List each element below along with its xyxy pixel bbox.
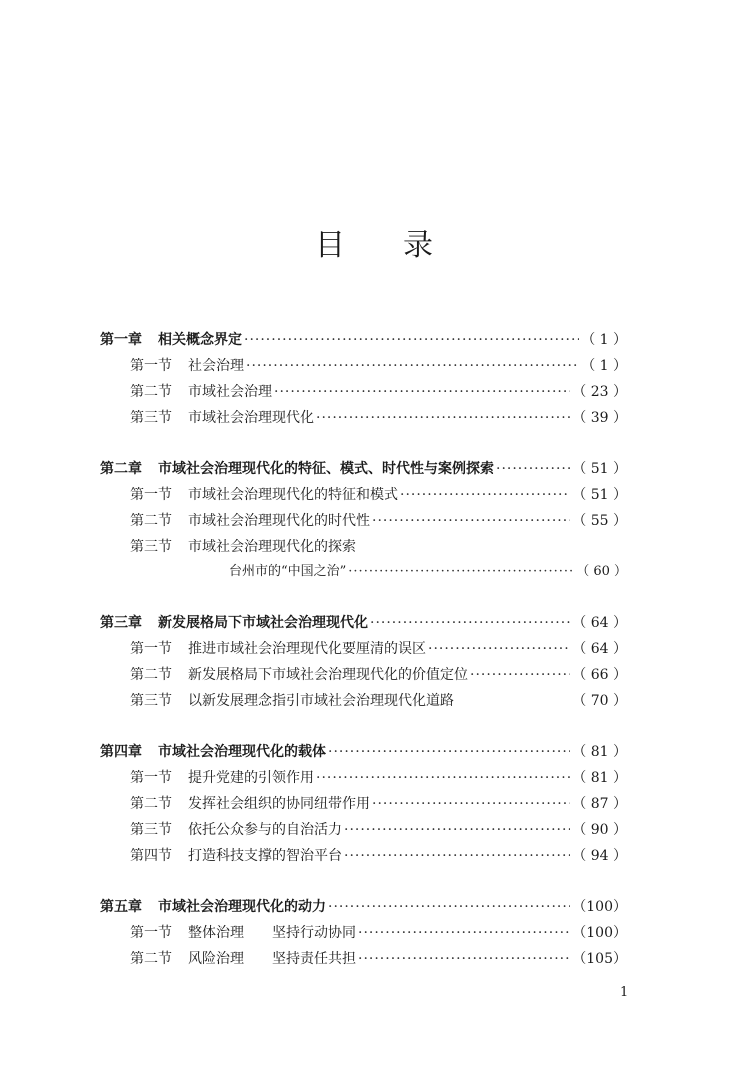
leader-dots: [372, 793, 570, 815]
section-title: 依托公众参与的自治活力: [188, 822, 342, 838]
chapter-label: 第四章: [100, 744, 142, 760]
section-label: 第二节: [130, 796, 172, 812]
chapter-label: 第二章: [100, 461, 142, 477]
toc-chapter-4[interactable]: [100, 741, 627, 763]
title-char-2: 录: [403, 228, 435, 263]
toc-section-2-2[interactable]: [130, 510, 627, 532]
section-title: 市域社会治理: [188, 384, 272, 400]
page-ref: （ 87 ）: [572, 796, 627, 812]
page-ref: （ 64 ）: [572, 641, 627, 657]
page-ref: （ 66 ）: [572, 667, 627, 683]
leader-dots: [370, 612, 570, 634]
chapter-label: 第五章: [100, 899, 142, 915]
page-ref: （ 81 ）: [572, 770, 627, 786]
section-title: 风险治理 坚持责任共担: [188, 951, 356, 967]
page-ref: （ 23 ）: [572, 384, 627, 400]
section-title: 以新发展理念指引市域社会治理现代化道路: [188, 693, 454, 709]
chapter-label: 第三章: [100, 615, 142, 631]
leader-dots: [400, 484, 570, 506]
page-ref: （ 1 ）: [581, 332, 627, 348]
page-ref: （ 94 ）: [572, 848, 627, 864]
section-title: 打造科技支撑的智治平台: [188, 848, 342, 864]
leader-dots: [244, 329, 579, 351]
section-title: 整体治理 坚持行动协同: [188, 925, 356, 941]
leader-dots: [274, 381, 570, 403]
section-label: 第一节: [130, 641, 172, 657]
toc-section-4-1[interactable]: [130, 767, 627, 789]
page-ref: （ 39 ）: [572, 410, 627, 426]
page-ref: （ 90 ）: [572, 822, 627, 838]
toc-section-3-2[interactable]: [130, 664, 627, 686]
section-label: 第三节: [130, 822, 172, 838]
section-label: 第二节: [130, 667, 172, 683]
toc-section-2-3[interactable]: [130, 536, 627, 558]
page-ref: （ 51 ）: [572, 487, 627, 503]
toc-chapter-3[interactable]: [100, 612, 627, 634]
chapter-title: 市域社会治理现代化的特征、模式、时代性与案例探索: [158, 461, 494, 477]
toc-section-3-1[interactable]: [130, 638, 627, 660]
page-ref: （ 55 ）: [572, 513, 627, 529]
page-number: 1: [620, 985, 629, 1000]
toc-section-4-2[interactable]: [130, 793, 627, 815]
page-ref: （100）: [572, 925, 627, 941]
toc-section-3-3[interactable]: [130, 690, 627, 712]
page-ref: （ 51 ）: [572, 461, 627, 477]
leader-dots: [348, 561, 574, 583]
page-ref: （ 64 ）: [572, 615, 627, 631]
page-ref: （ 1 ）: [581, 358, 627, 374]
section-label: 第二节: [130, 384, 172, 400]
chapter-title: 相关概念界定: [158, 332, 242, 348]
section-label: 第三节: [130, 693, 172, 709]
section-title: 提升党建的引领作用: [188, 770, 314, 786]
section-label: 第三节: [130, 410, 172, 426]
toc-chapter-1[interactable]: [100, 329, 627, 351]
section-label: 第三节: [130, 539, 172, 555]
toc-section-1-1[interactable]: [130, 355, 627, 377]
leader-dots: [358, 922, 570, 944]
leader-dots: [344, 845, 570, 867]
leader-dots: [246, 355, 579, 377]
toc-section-5-2[interactable]: [130, 948, 627, 970]
chapter-title: 新发展格局下市域社会治理现代化: [158, 615, 368, 631]
section-title: 新发展格局下市域社会治理现代化的价值定位: [188, 667, 468, 683]
leader-dots: [344, 819, 570, 841]
page-ref: （ 70 ）: [572, 693, 627, 709]
leader-dots: [470, 664, 570, 686]
page-ref: （105）: [572, 951, 627, 967]
page-ref: （ 81 ）: [572, 744, 627, 760]
chapter-title: 市域社会治理现代化的动力: [158, 899, 326, 915]
section-label: 第一节: [130, 925, 172, 941]
section-subtitle: 台州市的“中国之治”: [229, 564, 347, 579]
section-label: 第二节: [130, 951, 172, 967]
toc-section-5-1[interactable]: [130, 922, 627, 944]
leader-dots: [496, 458, 570, 480]
toc-section-2-3-subtitle[interactable]: [229, 561, 627, 583]
section-label: 第一节: [130, 358, 172, 374]
section-title: 市域社会治理现代化的特征和模式: [188, 487, 398, 503]
leader-dots: [428, 638, 570, 660]
toc-section-4-3[interactable]: [130, 819, 627, 841]
section-title: 社会治理: [188, 358, 244, 374]
page-ref: （ 60 ）: [576, 564, 627, 579]
leader-dots: [328, 741, 570, 763]
toc-chapter-2[interactable]: [100, 458, 627, 480]
section-title: 市域社会治理现代化的时代性: [188, 513, 370, 529]
section-title: 发挥社会组织的协同纽带作用: [188, 796, 370, 812]
leader-dots: [358, 948, 570, 970]
section-title: 推进市域社会治理现代化要厘清的误区: [188, 641, 426, 657]
leader-dots: [328, 896, 570, 918]
chapter-title: 市域社会治理现代化的载体: [158, 744, 326, 760]
section-label: 第一节: [130, 770, 172, 786]
leader-dots: [372, 510, 570, 532]
chapter-label: 第一章: [100, 332, 142, 348]
section-label: 第四节: [130, 848, 172, 864]
leader-dots: [316, 767, 570, 789]
toc-section-2-1[interactable]: [130, 484, 627, 506]
toc-chapter-5[interactable]: [100, 896, 627, 918]
section-title: 市域社会治理现代化: [188, 410, 314, 426]
toc-section-4-4[interactable]: [130, 845, 627, 867]
leader-dots: [316, 407, 570, 429]
section-label: 第二节: [130, 513, 172, 529]
page-ref: （100）: [572, 899, 627, 915]
section-label: 第一节: [130, 487, 172, 503]
toc-section-1-2[interactable]: [130, 381, 627, 403]
toc-section-1-3[interactable]: [130, 407, 627, 429]
title-char-1: 目: [315, 228, 347, 263]
section-title: 市域社会治理现代化的探索: [188, 539, 356, 555]
